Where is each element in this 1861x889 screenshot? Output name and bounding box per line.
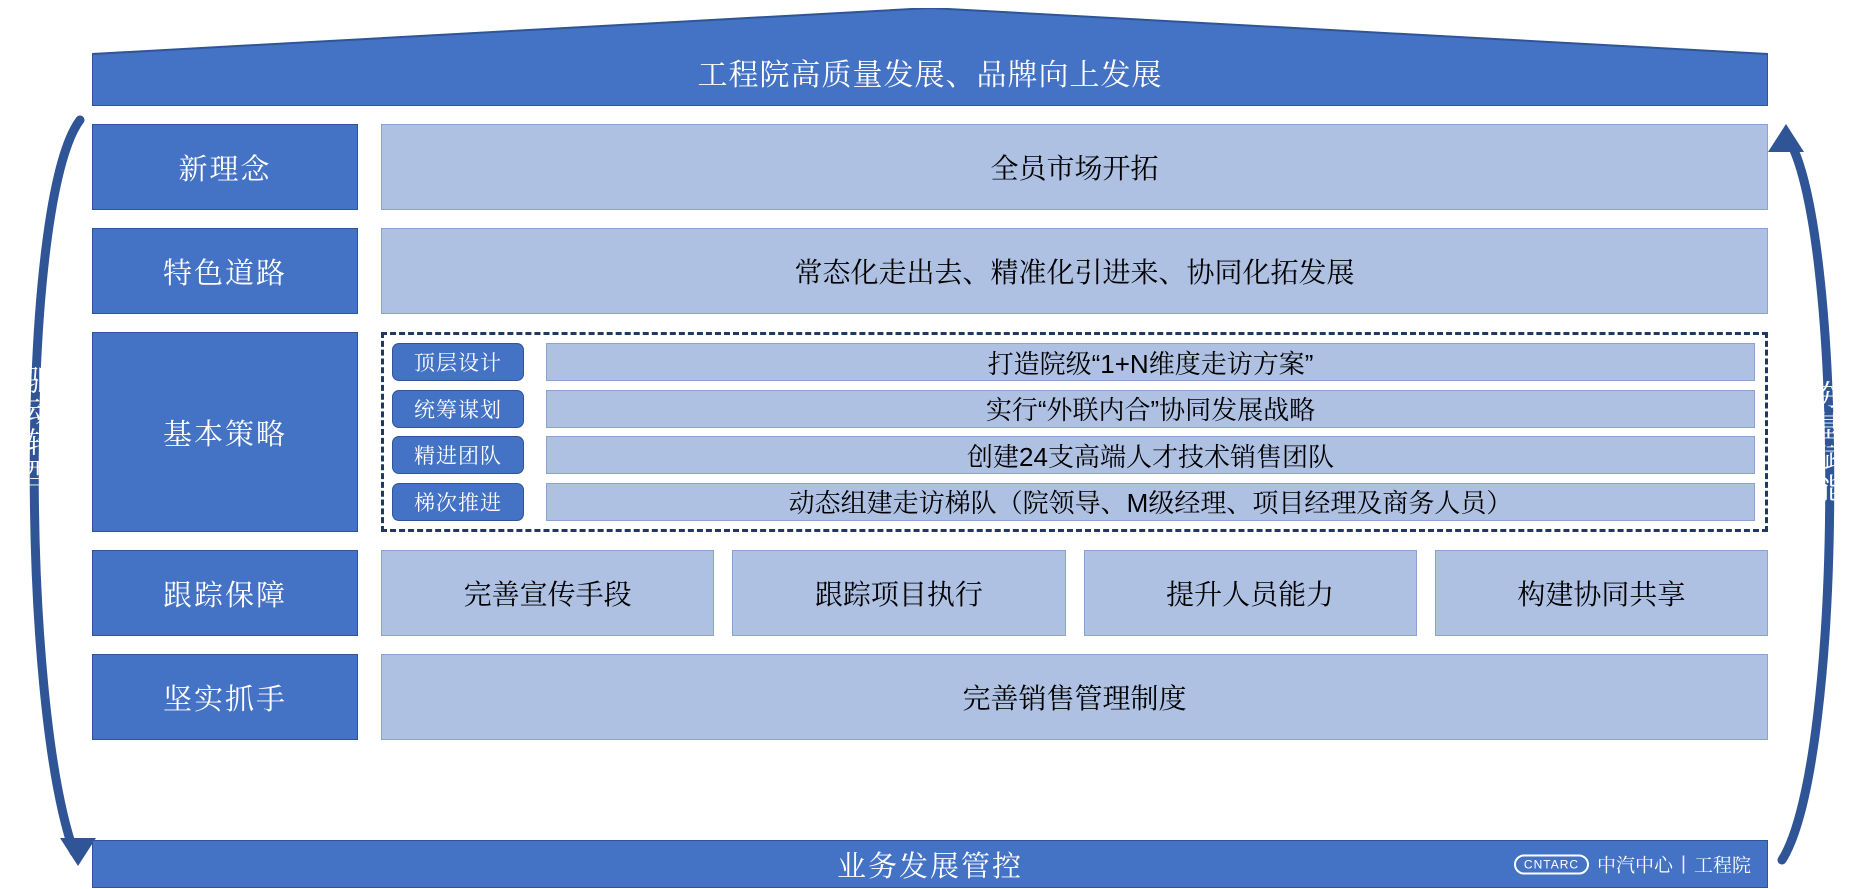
side-label-right: [1806, 380, 1846, 504]
strategy-line-2: [392, 436, 1755, 474]
logo-mark: CNTARC: [1514, 854, 1589, 874]
row-content-new-idea: [381, 124, 1768, 210]
strategy-text-2[interactable]: 创建24支高端人才技术销售团队: [546, 436, 1755, 474]
row-new-idea: [92, 124, 1768, 210]
row-label-tracking-guarantee: 跟踪保障: [92, 550, 358, 636]
strategy-line-1: [392, 390, 1755, 428]
row-special-path: [92, 228, 1768, 314]
cell-new-idea-0[interactable]: 全员市场开拓: [381, 124, 1768, 210]
cell-tracking-1[interactable]: 跟踪项目执行: [732, 550, 1065, 636]
pyramid-body: [92, 124, 1768, 828]
strategy-tag-1[interactable]: 统筹谋划: [392, 390, 524, 428]
strategy-tag-3[interactable]: 梯次推进: [392, 483, 524, 521]
logo-text: 中汽中心: [1597, 855, 1674, 877]
strategy-text-3[interactable]: 动态组建走访梯队（院领导、M级经理、项目经理及商务人员）: [546, 483, 1755, 521]
row-label-special-path: 特色道路: [92, 228, 358, 314]
roof-shape: [92, 8, 1768, 106]
side-label-left: [18, 365, 58, 489]
logo-text-secondary: 工程院: [1693, 855, 1751, 877]
base-bar: [92, 840, 1768, 888]
strategy-line-0: [392, 343, 1755, 381]
side-left-c1: 驱动转型: [22, 365, 54, 489]
company-logo: [1514, 851, 1751, 878]
base-title: 业务发展管控: [836, 850, 1023, 883]
row-content-solid-handle: [381, 654, 1768, 740]
row-label-solid-handle: 坚实抓手: [92, 654, 358, 740]
strategy-tag-0[interactable]: 顶层设计: [392, 343, 524, 381]
logo-separator: |: [1681, 853, 1686, 874]
side-right-c1: 夯基赋能: [1810, 380, 1842, 504]
strategy-tag-2[interactable]: 精进团队: [392, 436, 524, 474]
cell-special-path-0[interactable]: 常态化走出去、精准化引进来、协同化拓发展: [381, 228, 1768, 314]
strategy-line-3: [392, 483, 1755, 521]
cell-tracking-0[interactable]: 完善宣传手段: [381, 550, 714, 636]
row-basic-strategy: [92, 332, 1768, 532]
roof-title: 工程院高质量发展、品牌向上发展: [697, 59, 1163, 92]
cell-tracking-3[interactable]: 构建协同共享: [1435, 550, 1768, 636]
row-label-new-idea: 新理念: [92, 124, 358, 210]
row-tracking-guarantee: [92, 550, 1768, 636]
cell-solid-handle-0[interactable]: 完善销售管理制度: [381, 654, 1768, 740]
row-solid-handle: [92, 654, 1768, 740]
row-content-special-path: [381, 228, 1768, 314]
row-content-tracking-guarantee: [381, 550, 1768, 636]
cell-tracking-2[interactable]: 提升人员能力: [1084, 550, 1417, 636]
strategy-text-1[interactable]: 实行“外联内合”协同发展战略: [546, 390, 1755, 428]
strategy-dashed-box: [381, 332, 1768, 532]
strategy-text-0[interactable]: 打造院级“1+N维度走访方案”: [546, 343, 1755, 381]
row-label-basic-strategy: 基本策略: [92, 332, 358, 532]
